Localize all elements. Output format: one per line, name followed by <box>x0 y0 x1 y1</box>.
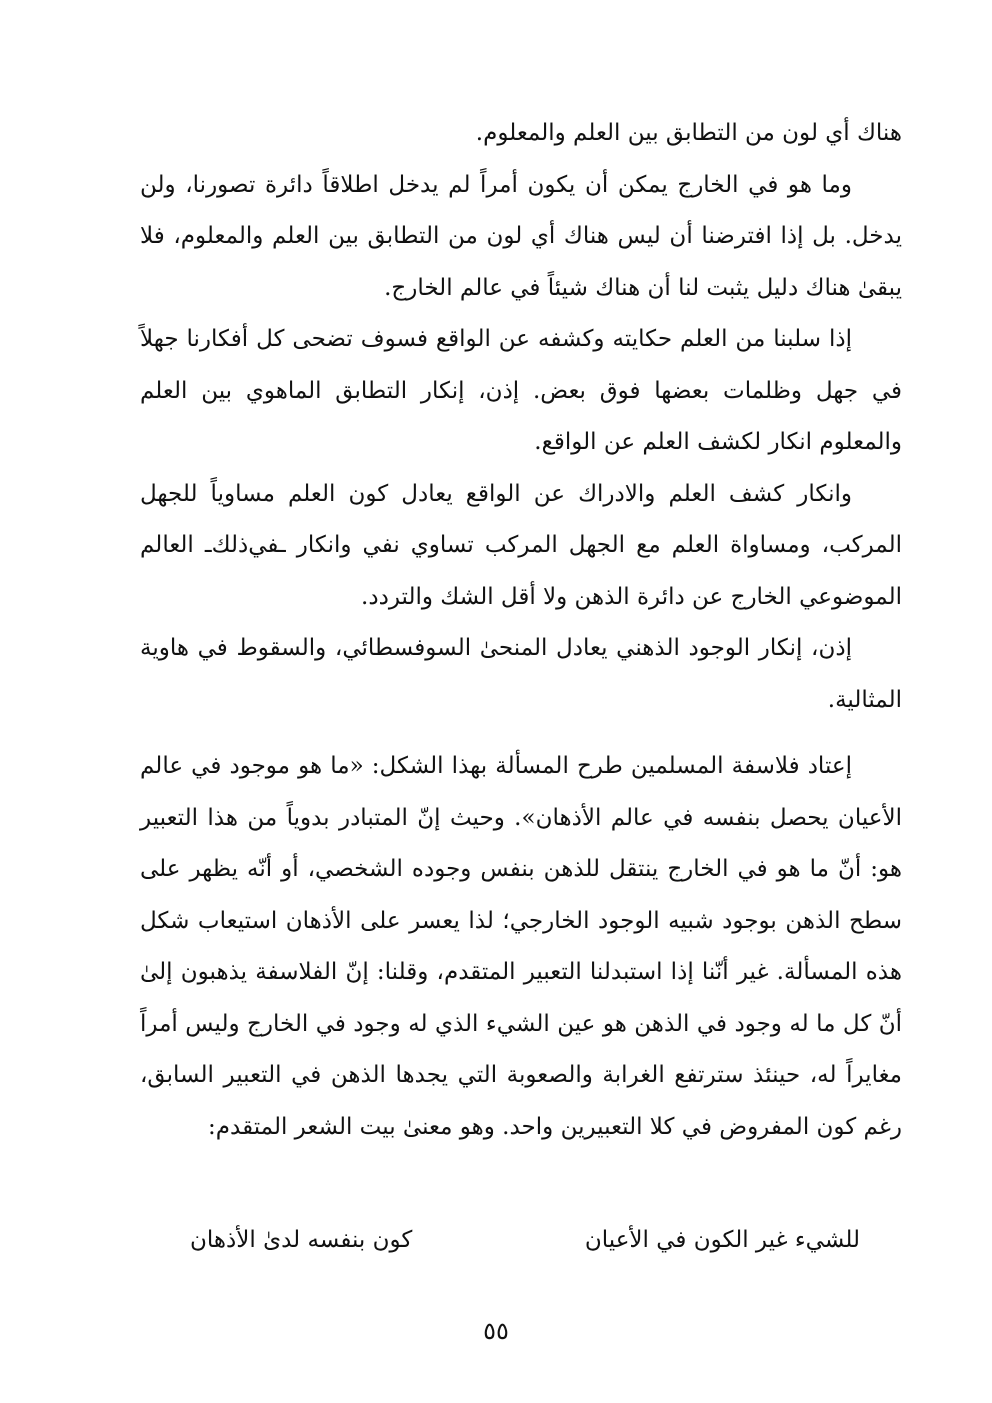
page-number: ٥٥ <box>483 1317 509 1345</box>
poem-hemistich-first: للشيء غير الكون في الأعيان <box>584 1227 860 1253</box>
poem-hemistich-second: كون بنفسه لدىٰ الأذهان <box>190 1227 413 1253</box>
paragraph-1: هناك أي لون من التطابق بين العلم والمعلوم. <box>475 120 902 146</box>
paragraph-2: وما هو في الخارج يمكن أن يكون أمراً لم يدخل اطلاقاً دائرة تصورنا، ولن يدخل. بل إذا افترضنا أن ليس هناك أي لون من التطابق بين العلم والمعلوم، فلا يبقىٰ هناك دليل يثبت لنا أن هناك شيئاً في عالم الخارج. <box>140 171 902 301</box>
paragraph-5: إذن، إنكار الوجود الذهني يعادل المنحىٰ السوفسطائي، والسقوط في هاوية المثالية. <box>140 635 902 713</box>
paragraph-3: إذا سلبنا من العلم حكايته وكشفه عن الواقع فسوف تضحى كل أفكارنا جهلاً في جهل وظلمات بعضها فوق بعض. إذن، إنكار التطابق الماهوي بين العلم والمعلوم انكار لكشف العلم عن الواقع. <box>140 326 902 455</box>
paragraph-6: إعتاد فلاسفة المسلمين طرح المسألة بهذا الشكل: «ما هو موجود في عالم الأعيان يحصل بنفسه في عالم الأذهان». وحيث إنّ المتبادر بدوياً من هذا التعبير هو: أنّ ما هو في الخارج ينتقل للذهن بنفس وجوده الشخصي، أو أنّه يظهر على سطح الذهن بوجود شبيه الوجود الخارجي؛ لذا يعسر على الأذهان استيعاب شكل هذه المسألة. غير أنّنا إذا استبدلنا التعبير المتقدم، وقلنا: إنّ الفلاسفة يذهبون إلىٰ أنّ كل ما له وجود في الذهن هو عين الشيء الذي له وجود في الخارج وليس أمراً مغايراً له، حينئذ سترتفع الغرابة والصعوبة التي يجدها الذهن في التعبير السابق، رغم كون المفروض في كلا التعبيرين واحد. وهو معنىٰ بيت الشعر المتقدم: <box>140 753 902 1140</box>
paragraph-4: وانكار كشف العلم والادراك عن الواقع يعادل كون العلم مساوياً للجهل المركب، ومساواة العلم مع الجهل المركب تساوي نفي وانكار ـفي‌ذلك‌ـ العالم الموضوعي الخارج عن دائرة الذهن ولا أقل الشك والتردد. <box>140 480 902 610</box>
text-block-bottom <box>140 741 902 1153</box>
text-block-top <box>140 108 902 726</box>
poem-verse <box>190 1214 860 1266</box>
